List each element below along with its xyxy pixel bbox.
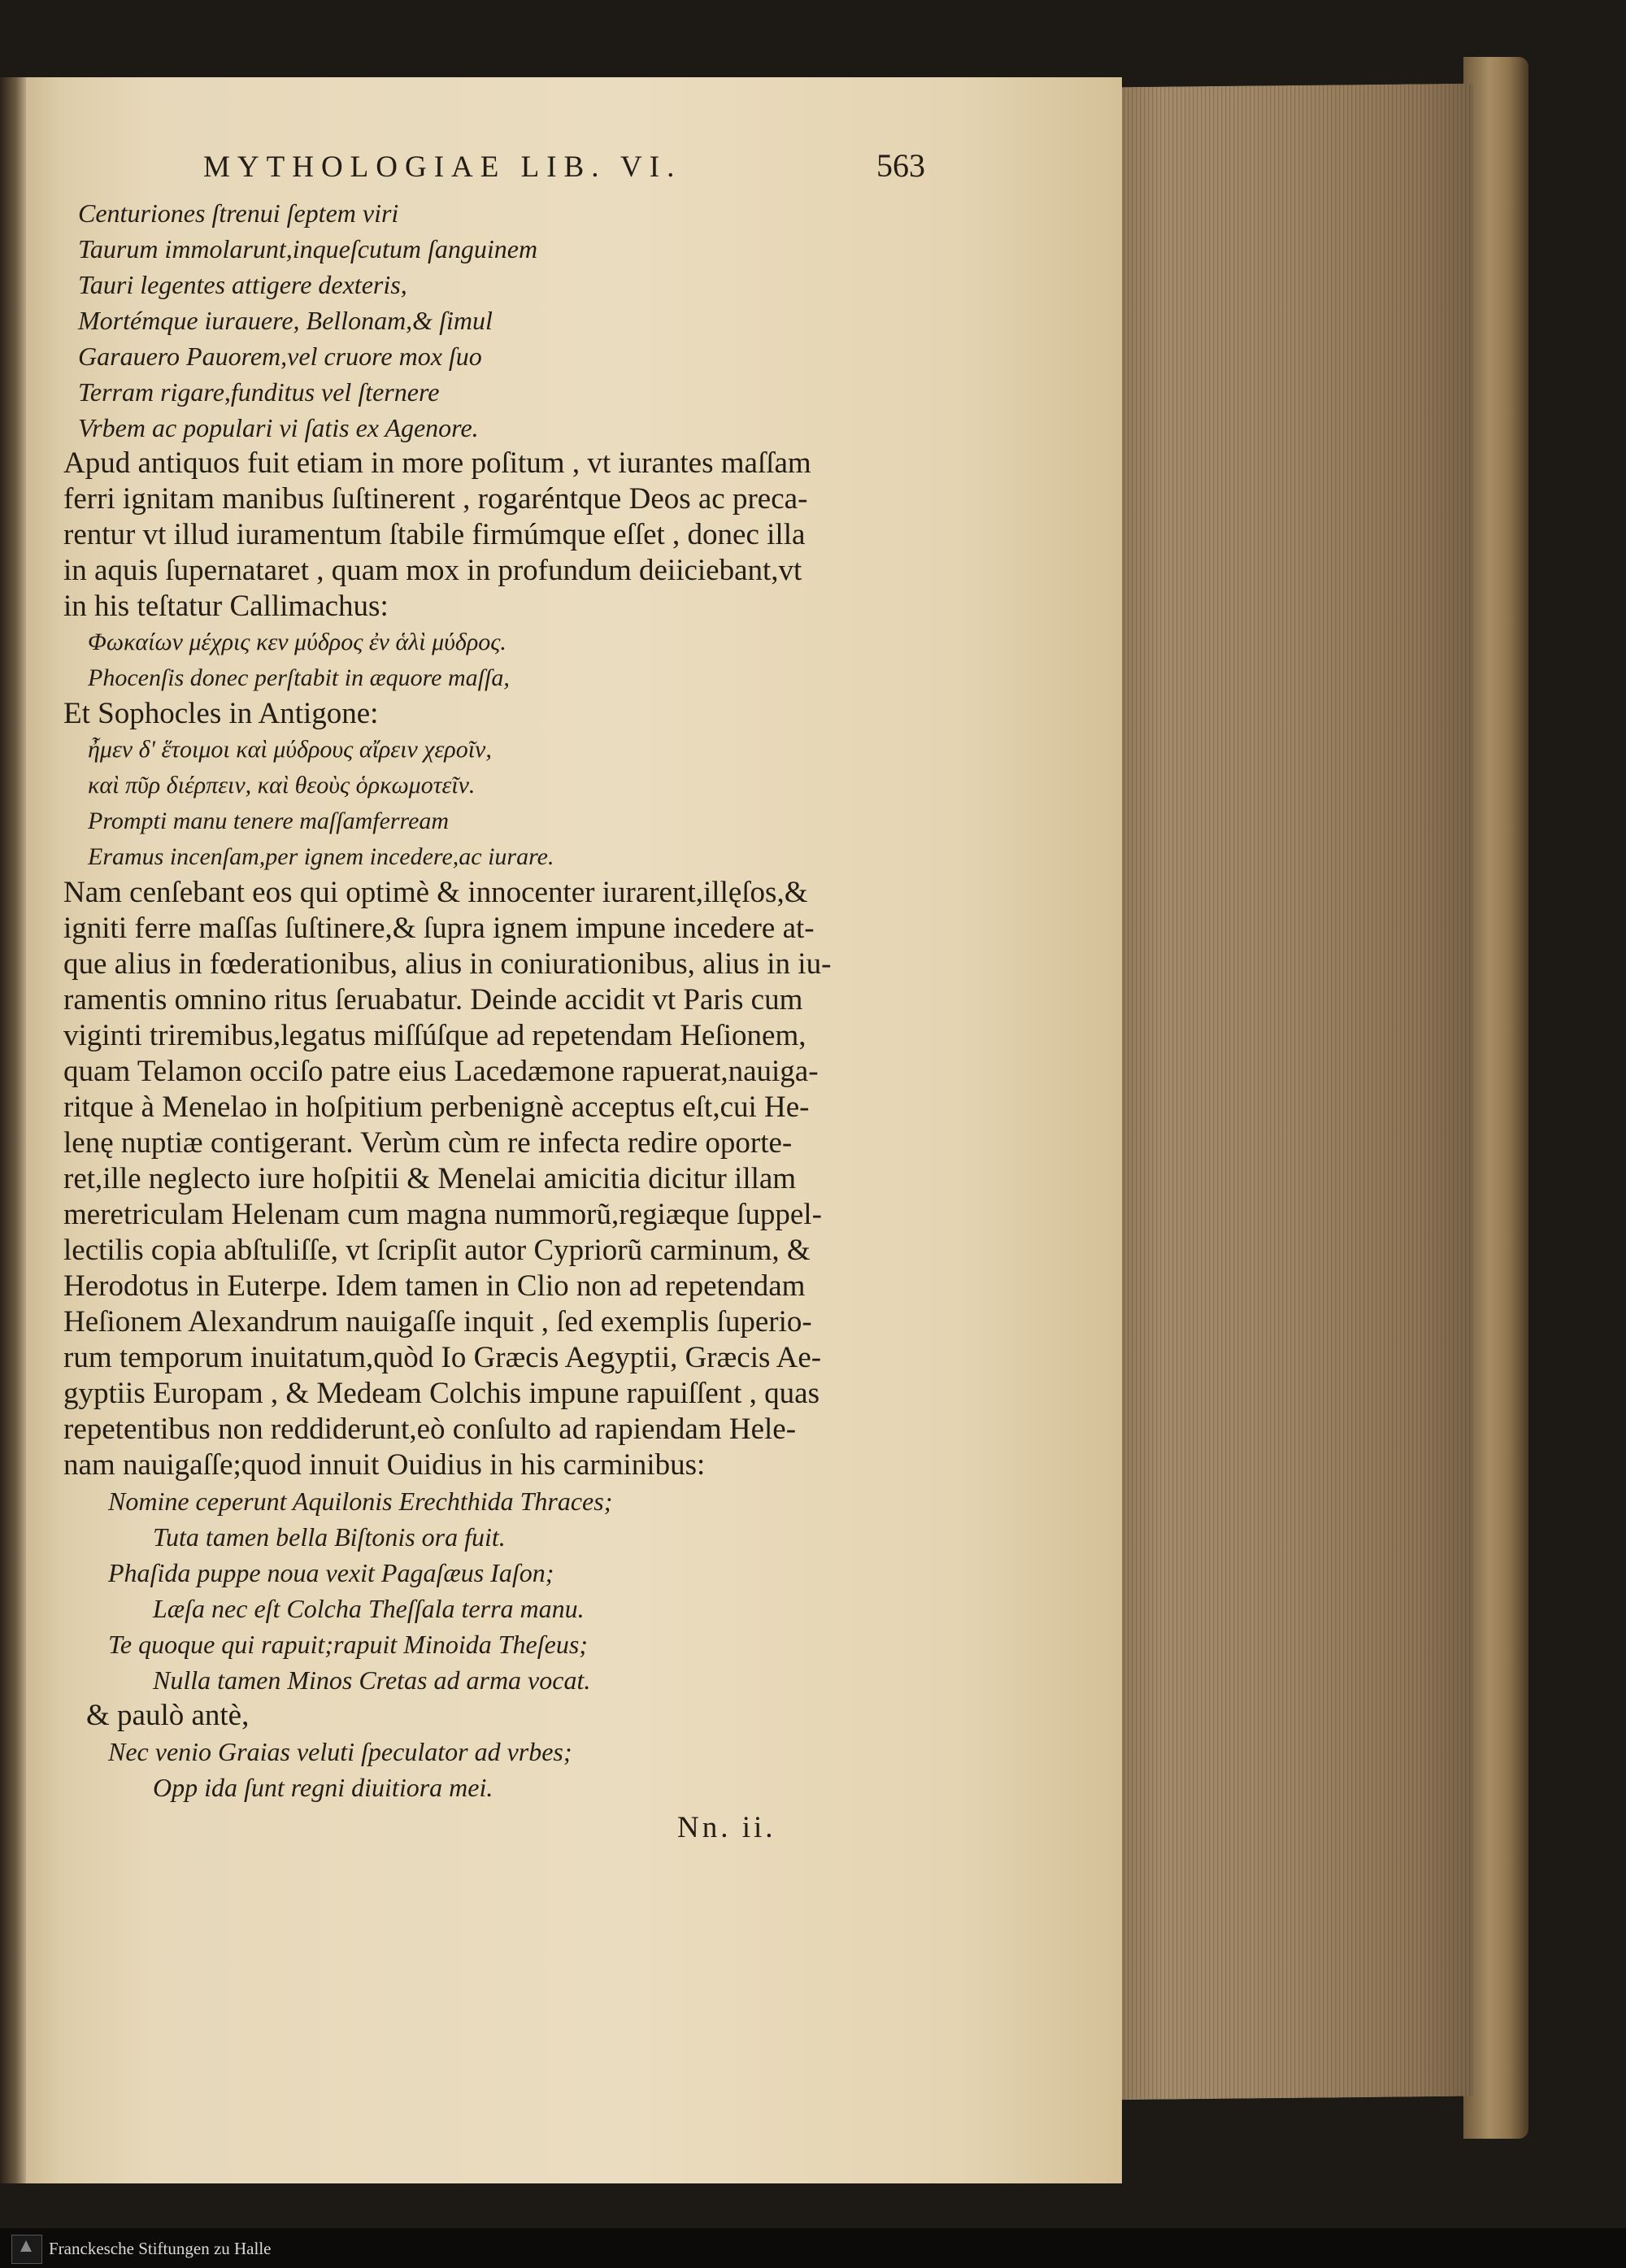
text-line: Prompti manu tenere maſſamferream (88, 808, 450, 834)
text-line: Opp ida ſunt regni diuitiora mei. (153, 1773, 493, 1802)
text-line: Nulla tamen Minos Cretas ad arma vocat. (153, 1665, 591, 1695)
text-line: Centuriones ſtrenui ſeptem viri (78, 198, 399, 228)
text-line: quam Telamon occiſo patre eius Lacedæmone rapuerat,nauiga- (63, 1055, 819, 1088)
text-line: viginti triremibus,legatus miſſúſque ad repetendam Heſionem, (63, 1019, 806, 1052)
text-line: Nec venio Graias veluti ſpeculator ad vrbes; (108, 1737, 572, 1766)
text-line: Phocenſis donec perſtabit in æquore maſſa, (88, 664, 510, 691)
signature-row (63, 1810, 909, 1851)
text-line: in aquis ſupernataret , quam mox in profundum deiiciebant,vt (63, 554, 802, 587)
text-line: Φωκαίων μέχρις κεν μύδρος ἐν ἁλὶ μύδρος. (88, 629, 506, 655)
text-line: & paulò antè, (86, 1699, 250, 1732)
footer-bar (0, 2228, 1626, 2268)
text-line: Vrbem ac populari vi ſatis ex Agenore. (78, 413, 479, 442)
text-line: Mortémque iurauere, Bellonam,& ſimul (78, 306, 493, 335)
text-line: Eramus incenſam,per ignem incedere,ac iurare. (88, 843, 554, 870)
footer-label: Franckesche Stiftungen zu Halle (49, 2239, 272, 2258)
text-line: rentur vt illud iuramentum ſtabile firmúmque eſſet , donec illa (63, 518, 806, 551)
text-line: Taurum immolarunt,inqueſcutum ſanguinem (78, 234, 538, 263)
text-line: repetentibus non reddiderunt,eò conſulto ad rapiendam Hele- (63, 1413, 797, 1446)
text-line: ferri ignitam manibus ſuſtinerent , rogaréntque Deos ac preca- (63, 482, 808, 516)
text-line: Te quoque qui rapuit;rapuit Minoida Theſeus; (108, 1630, 588, 1659)
text-line: ramentis omnino ritus ſeruabatur. Deinde accidit vt Paris cum (63, 983, 803, 1016)
text-line: que alius in fœderationibus, alius in coniurationibus, alius in iu- (63, 947, 832, 981)
text-line: lectilis copia abſtuliſſe, vt ſcripſit autor Cypriorũ carminum, & (63, 1234, 811, 1267)
text-line: Nomine ceperunt Aquilonis Erechthida Thraces; (108, 1487, 613, 1516)
text-line: lenę nuptiæ contigerant. Verùm cùm re infecta redire oporte- (63, 1126, 793, 1160)
text-line: καὶ πῦρ διέρπειν, καὶ θεοὺς ὁρκωμοτεῖν. (88, 772, 476, 799)
text-line: meretriculam Helenam cum magna nummorũ,regiæque ſuppel- (63, 1198, 822, 1231)
running-title: MYTHOLOGIAE LIB. VI. (203, 150, 682, 184)
institution-logo-icon (11, 2235, 42, 2264)
text-line: ret,ille neglecto iure hoſpitii & Menelai amicitia dicitur illam (63, 1162, 797, 1195)
text-line: Herodotus in Euterpe. Idem tamen in Clio non ad repetendam (63, 1269, 806, 1303)
text-line: nam nauigaſſe;quod innuit Ouidius in his carminibus: (63, 1448, 706, 1482)
page-gutter (0, 77, 26, 2183)
text-line: ἦμεν δ' ἕτοιμοι καὶ μύδρους αἴρειν χεροῖν, (88, 736, 492, 763)
text-line: igniti ferre maſſas ſuſtinere,& ſupra ignem impune incedere at- (63, 912, 815, 945)
text-line: Tauri legentes attigere dexteris, (78, 270, 407, 299)
text-lines (63, 195, 909, 1805)
text-line: Terram rigare,funditus vel ſternere (78, 377, 440, 407)
text-line: gyptiis Europam , & Medeam Colchis impune rapuiſſent , quas (63, 1377, 820, 1410)
page-text (63, 138, 925, 1851)
text-line: Læſa nec eſt Colcha Theſſala terra manu. (153, 1594, 585, 1623)
text-line: Heſionem Alexandrum nauigaſſe inquit , ſed exemplis ſuperio- (63, 1305, 812, 1339)
text-line: ritque à Menelao in hoſpitium perbenignè acceptus eſt,cui He- (63, 1090, 810, 1124)
page-number: 563 (876, 147, 925, 184)
text-line: Tuta tamen bella Biſtonis ora fuit. (153, 1522, 506, 1552)
text-line: Et Sophocles in Antigone: (63, 697, 379, 730)
text-line: Phaſida puppe noua vexit Pagaſæus Iaſon; (108, 1558, 554, 1587)
text-line: Garauero Pauorem,vel cruore mox ſuo (78, 342, 482, 371)
text-line: in his teſtatur Callimachus: (63, 590, 389, 623)
text-line: Apud antiquos fuit etiam in more poſitum , vt iurantes maſſam (63, 446, 811, 480)
book-cover-edge (1463, 57, 1528, 2139)
text-line: rum temporum inuitatum,quòd Io Græcis Aegyptii, Græcis Ae- (63, 1341, 822, 1374)
text-line: Nam cenſebant eos qui optimè & innocenter iurarent,illęſos,& (63, 876, 808, 909)
signature-mark: Nn. ii. (677, 1811, 776, 1844)
page-block-edges (1107, 84, 1473, 2100)
page-header (63, 138, 925, 195)
